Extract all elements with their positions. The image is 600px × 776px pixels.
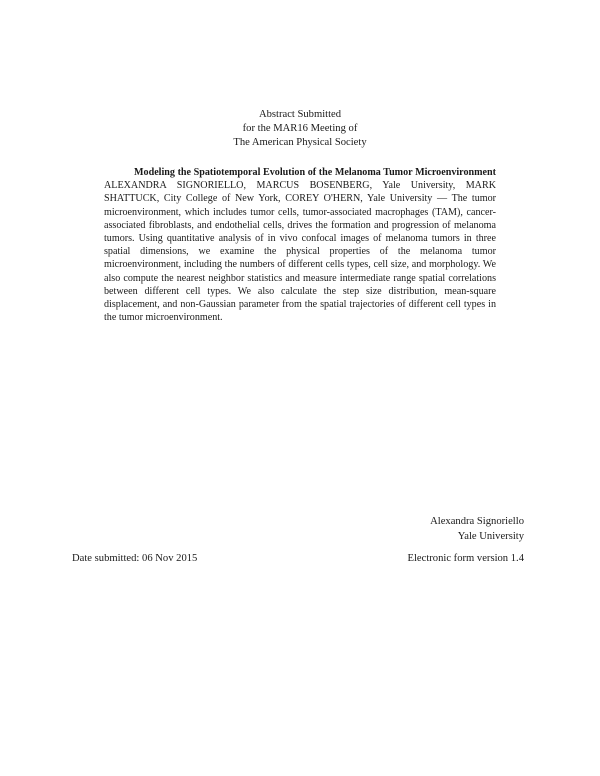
date-submitted: Date submitted: 06 Nov 2015 (72, 553, 198, 564)
header-line-abstract-submitted: Abstract Submitted (258, 109, 342, 120)
form-version: Electronic form version 1.4 (407, 553, 524, 564)
header-line-society: The American Physical Society (233, 137, 367, 148)
abstract-authors: ALEXANDRA SIGNORIELLO, MARCUS BOSENBERG, Yale University, MARK SHATTUCK, City College of New York, COREY O'HERN, Yale University (104, 180, 496, 205)
header-line-meeting: for the MAR16 Meeting of (242, 123, 358, 134)
abstract-block (104, 166, 496, 324)
abstract-paragraph (104, 166, 496, 324)
submission-header (0, 108, 600, 150)
signature-block (430, 514, 524, 544)
abstract-body: The tumor microenvironment, which includes tumor cells, tumor-associated macrophages (TAM), cancer-associated fibroblasts, and endothelial cells, drives the formation and progression of melanoma tumors. Using quantitative analysis of in vivo confocal images of melanoma tumors in three spatial dimensions, we examine the physical properties of the melanoma tumor microenvironment, including the numbers of different cells types, cell size, and morphology. We also compute the nearest neighbor statistics and measure intermediate range spatial correlations between different cell types. We also calculate the step size distribution, mean-square displacement, and non-Gaussian parameter from the spatial trajectories of different cell types in the tumor microenvironment. (104, 193, 497, 324)
signature-affiliation: Yale University (457, 531, 524, 542)
abstract-separator: — (432, 193, 452, 205)
signature-name: Alexandra Signoriello (430, 516, 524, 527)
abstract-title: Modeling the Spatiotemporal Evolution of the Melanoma Tumor Microenvironment (134, 167, 496, 178)
